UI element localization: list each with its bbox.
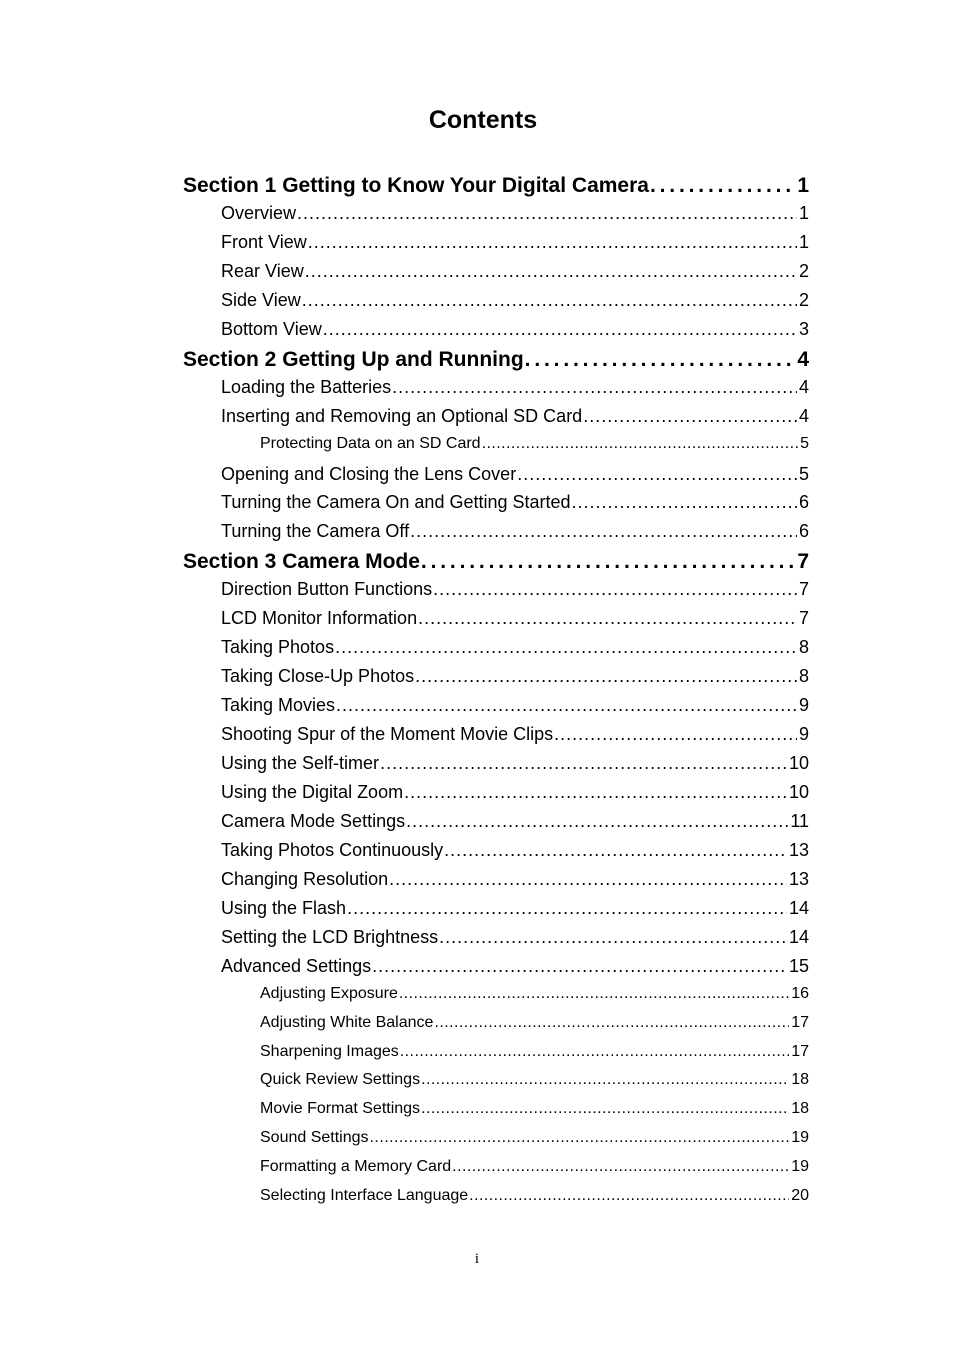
- toc-page-number: 1: [797, 174, 809, 197]
- toc-entry[interactable]: [221, 898, 809, 927]
- toc-entry-label: Shooting Spur of the Moment Movie Clips: [221, 724, 554, 745]
- toc-subentry[interactable]: [260, 1014, 809, 1043]
- toc-entry[interactable]: [221, 492, 809, 521]
- toc-page-number: 6: [798, 521, 809, 542]
- toc-subentry[interactable]: [260, 1043, 809, 1072]
- toc-entry-label: Taking Photos: [221, 637, 335, 658]
- toc-page-number: 15: [788, 955, 809, 976]
- toc-entry-label: Changing Resolution: [221, 868, 389, 889]
- dot-leader: [421, 1100, 789, 1118]
- toc-entry-label: LCD Monitor Information: [221, 608, 418, 629]
- dot-leader: [347, 898, 787, 919]
- toc-entry-label: Front View: [221, 231, 307, 252]
- toc-page-number: 20: [791, 1187, 809, 1205]
- dot-leader: [372, 956, 787, 977]
- dot-leader: [370, 1129, 790, 1147]
- toc-page-number: 5: [800, 434, 809, 452]
- toc-page-number: 1: [798, 202, 809, 223]
- page-title: Contents: [428, 106, 538, 134]
- toc-page-number: 14: [788, 897, 809, 918]
- toc-entry-label: Selecting Interface Language: [260, 1187, 469, 1205]
- toc-entry-label: Adjusting Exposure: [260, 984, 398, 1002]
- toc-page-number: 19: [791, 1158, 809, 1176]
- toc-entry[interactable]: [221, 811, 809, 840]
- toc-entry[interactable]: [221, 290, 809, 319]
- toc-entry[interactable]: [221, 521, 809, 550]
- toc-page-number: 17: [791, 1042, 809, 1060]
- toc-entry[interactable]: [221, 319, 809, 348]
- dot-leader: [517, 464, 797, 485]
- dot-leader: [335, 637, 797, 658]
- toc-entry[interactable]: [221, 579, 809, 608]
- toc-page-number: 14: [788, 926, 809, 947]
- toc-entry-label: Setting the LCD Brightness: [221, 926, 439, 947]
- toc-entry-label: Taking Photos Continuously: [221, 839, 444, 860]
- toc-entry-label: Section 1 Getting to Know Your Digital Camera: [183, 174, 649, 197]
- dot-leader: [434, 1014, 789, 1032]
- toc-page-number: 1: [798, 231, 809, 252]
- toc-entry-label: Section 3 Camera Mode: [183, 550, 420, 574]
- dot-leader: [410, 521, 797, 542]
- toc-subentry[interactable]: [260, 1129, 809, 1158]
- toc-subentry[interactable]: [260, 1158, 809, 1187]
- dot-leader: [400, 1043, 789, 1061]
- toc-entry[interactable]: [221, 724, 809, 753]
- toc-entry-label: Rear View: [221, 260, 304, 281]
- toc-entry-label: Using the Self-timer: [221, 753, 380, 773]
- dot-leader: [525, 348, 796, 372]
- toc-entry[interactable]: [221, 608, 809, 637]
- toc-entry-label: Direction Button Functions: [221, 579, 433, 600]
- dot-leader: [421, 1071, 789, 1089]
- dot-leader: [439, 927, 787, 948]
- toc-entry-label: Using the Digital Zoom: [221, 781, 404, 802]
- toc-entry[interactable]: [221, 637, 809, 666]
- dot-leader: [452, 1158, 789, 1176]
- dot-leader: [305, 261, 797, 282]
- toc-entry[interactable]: [221, 406, 809, 435]
- toc-entry[interactable]: [221, 232, 809, 261]
- toc-section-entry[interactable]: [183, 174, 809, 203]
- toc-page-number: 19: [791, 1129, 809, 1147]
- toc-page-number: 10: [788, 781, 809, 802]
- toc-entry-label: Camera Mode Settings: [221, 810, 406, 831]
- toc-entry[interactable]: [221, 956, 809, 985]
- dot-leader: [421, 550, 795, 574]
- toc-entry-label: Sound Settings: [260, 1129, 369, 1147]
- toc-entry-label: Formatting a Memory Card: [260, 1158, 452, 1176]
- toc-page-number: 11: [790, 810, 809, 831]
- dot-leader: [469, 1187, 789, 1205]
- toc-page-number: 10: [788, 753, 809, 773]
- toc-page-number: 2: [798, 260, 809, 281]
- toc-entry[interactable]: [221, 753, 809, 782]
- toc-entry-label: Using the Flash: [221, 897, 347, 918]
- toc-entry[interactable]: [221, 464, 809, 493]
- toc-entry-label: Inserting and Removing an Optional SD Card: [221, 405, 583, 426]
- toc-entry-label: Advanced Settings: [221, 955, 372, 976]
- toc-entry-label: Adjusting White Balance: [260, 1013, 434, 1031]
- toc-page-number: 4: [798, 405, 809, 426]
- toc-entry-label: Turning the Camera On and Getting Started: [221, 492, 571, 513]
- toc-subentry[interactable]: [260, 985, 809, 1014]
- toc-entry-label: Turning the Camera Off: [221, 521, 410, 542]
- toc-entry[interactable]: [221, 666, 809, 695]
- toc-entry-label: Quick Review Settings: [260, 1071, 421, 1089]
- toc-entry[interactable]: [221, 869, 809, 898]
- toc-page-number: 3: [798, 318, 809, 339]
- toc-subentry[interactable]: [260, 1187, 809, 1216]
- toc-section-entry[interactable]: [183, 348, 809, 377]
- page-number-footer: i: [474, 1251, 480, 1267]
- toc-subentry[interactable]: [260, 1100, 809, 1129]
- toc-page-number: 18: [791, 1071, 809, 1089]
- dot-leader: [406, 811, 788, 832]
- toc-entry-label: Loading the Batteries: [221, 376, 392, 397]
- toc-entry-label: Sharpening Images: [260, 1042, 399, 1060]
- toc-entry-label: Taking Movies: [221, 695, 336, 716]
- toc-entry-label: Bottom View: [221, 318, 322, 339]
- dot-leader: [399, 985, 789, 1003]
- toc-entry-label: Protecting Data on an SD Card: [260, 434, 481, 452]
- dot-leader: [418, 608, 797, 629]
- toc-entry[interactable]: [221, 203, 809, 232]
- toc-page-number: 18: [791, 1100, 809, 1118]
- dot-leader: [482, 435, 799, 453]
- toc-entry-label: Opening and Closing the Lens Cover: [221, 463, 517, 484]
- toc-subentry[interactable]: [260, 1071, 809, 1100]
- toc-page-number: 6: [798, 492, 809, 513]
- toc-page-number: 16: [791, 984, 809, 1002]
- dot-leader: [392, 377, 797, 398]
- dot-leader: [554, 724, 797, 745]
- dot-leader: [380, 753, 787, 774]
- toc-entry-label: Taking Close-Up Photos: [221, 666, 415, 687]
- toc-entry-label: Section 2 Getting Up and Running: [183, 347, 524, 371]
- toc-entry[interactable]: [221, 782, 809, 811]
- toc-entry[interactable]: [221, 377, 809, 406]
- toc-entry[interactable]: [221, 927, 809, 956]
- toc-entry[interactable]: [221, 695, 809, 724]
- toc-page-number: 5: [798, 463, 809, 484]
- dot-leader: [336, 695, 797, 716]
- dot-leader: [572, 492, 797, 513]
- toc-page-number: 2: [798, 289, 809, 310]
- toc-page-number: 13: [788, 839, 809, 860]
- toc-page-number: 7: [798, 608, 809, 629]
- dot-leader: [650, 174, 795, 198]
- toc-entry-label: Side View: [221, 289, 301, 310]
- dot-leader: [444, 840, 787, 861]
- toc-entry-label: Movie Format Settings: [260, 1100, 421, 1118]
- toc-page-number: 4: [797, 347, 809, 371]
- dot-leader: [415, 666, 797, 687]
- toc-page-number: 17: [791, 1013, 809, 1031]
- dot-leader: [404, 782, 787, 803]
- toc-page-number: 8: [798, 637, 809, 658]
- toc-page-number: 7: [797, 550, 809, 574]
- dot-leader: [323, 319, 797, 340]
- toc-subentry[interactable]: [260, 435, 809, 464]
- toc-page-number: 9: [798, 695, 809, 716]
- dot-leader: [389, 869, 787, 890]
- dot-leader: [433, 579, 797, 600]
- dot-leader: [583, 406, 797, 427]
- toc-entry[interactable]: [221, 261, 809, 290]
- dot-leader: [302, 290, 797, 311]
- toc-entry[interactable]: [221, 840, 809, 869]
- toc-page-number: 8: [798, 666, 809, 687]
- toc-page-number: 4: [798, 376, 809, 397]
- toc-entry-label: Overview: [221, 202, 297, 223]
- dot-leader: [297, 203, 797, 224]
- toc-section-entry[interactable]: [183, 550, 809, 579]
- dot-leader: [308, 232, 797, 253]
- toc-page-number: 7: [798, 579, 809, 600]
- toc-page-number: 13: [788, 868, 809, 889]
- toc-page-number: 9: [798, 724, 809, 745]
